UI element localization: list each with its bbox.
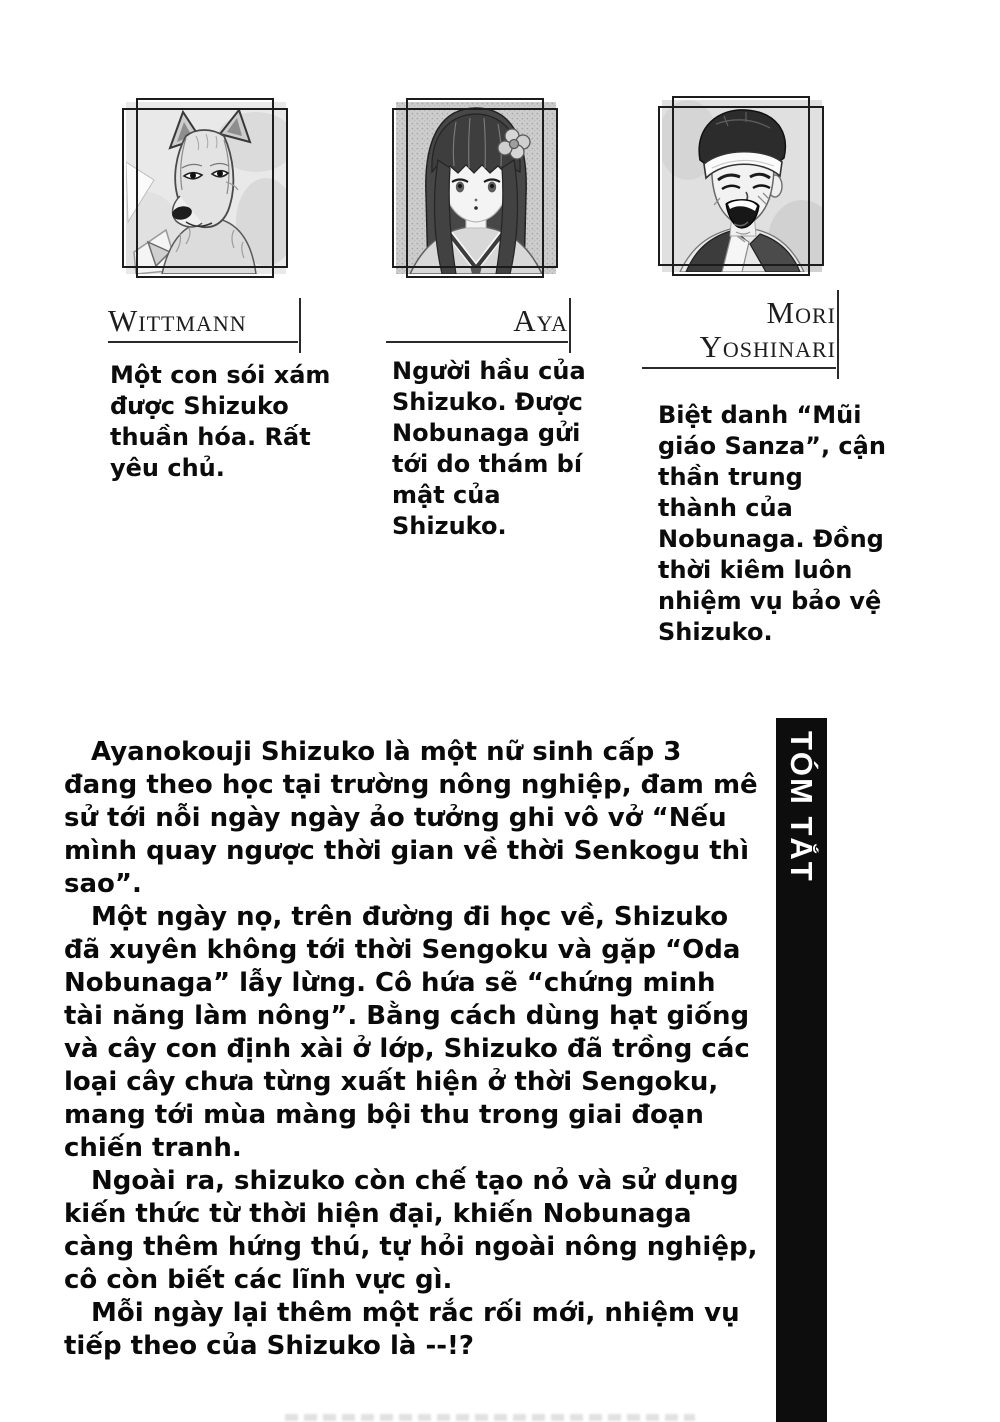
laughing-man-illustration <box>662 100 822 272</box>
summary-heading-label: TÓM TẮT <box>784 731 819 883</box>
character-name-mori-yoshinari <box>642 296 836 369</box>
summary-paragraph: Một ngày nọ, trên đường đi học về, Shizuko đã xuyên không tới thời Sengoku và gặp “Oda Nobunaga” lẫy lừng. Cô hứa sẽ “chứng minh tài năng làm nông”. Bằng cách dùng hạt giống và cây con định xài ở lớp, Shizuko đã trồng các loại cây chưa từng xuất hiện ở thời Sengoku, mang tới mùa màng bội thu trong giai đoạn chiến tranh. <box>64 902 750 1163</box>
character-description-mori-yoshinari: Biệt danh “Mũi giáo Sanza”, cận thần trung thành của Nobunaga. Đồng thời kiêm luôn nhiệm vụ bảo vệ Shizuko. <box>658 401 886 646</box>
character-description-aya: Người hầu của Shizuko. Được Nobunaga gửi tới do thám bí mật của Shizuko. <box>392 357 586 540</box>
character-description-wittmann: Một con sói xám được Shizuko thuần hóa. Rất yêu chủ. <box>110 361 331 482</box>
name-rule-tick <box>299 298 301 353</box>
character-name-label: Aya <box>513 303 568 338</box>
summary-section <box>64 736 762 1363</box>
name-rule-tick <box>837 290 839 379</box>
summary-heading-bar <box>776 718 827 1422</box>
portrait-frame-aya <box>392 98 560 282</box>
summary-paragraph: Mỗi ngày lại thêm một rắc rối mới, nhiệm vụ tiếp theo của Shizuko là --!? <box>64 1298 740 1361</box>
portrait-frame-wittmann <box>122 98 290 282</box>
portrait-frame-mori-yoshinari <box>658 96 826 280</box>
name-rule-tick <box>569 298 571 353</box>
page-bottom-bleed-artifact <box>285 1414 695 1421</box>
character-name-label: Wittmann <box>108 303 247 338</box>
character-name-aya <box>386 304 568 343</box>
character-name-wittmann <box>108 304 298 343</box>
mori-yoshinari-portrait <box>662 100 822 272</box>
summary-paragraph: Ayanokouji Shizuko là một nữ sinh cấp 3 đang theo học tại trường nông nghiệp, đam mê sử tới nỗi ngày ngày ảo tưởng ghi vô vở “Nếu mình quay ngược thời gian về thời Senkogu thì sao”. <box>64 737 758 899</box>
aya-portrait <box>396 102 556 274</box>
gray-wolf-illustration <box>126 102 286 274</box>
kimono-girl-illustration <box>396 102 556 274</box>
summary-paragraph: Ngoài ra, shizuko còn chế tạo nỏ và sử dụng kiến thức từ thời hiện đại, khiến Nobunaga càng thêm hứng thú, tự hỏi ngoài nông nghiệp, cô còn biết các lĩnh vực gì. <box>64 1166 758 1295</box>
character-name-label: Mori Yoshinari <box>699 295 836 364</box>
wittmann-portrait <box>126 102 286 274</box>
